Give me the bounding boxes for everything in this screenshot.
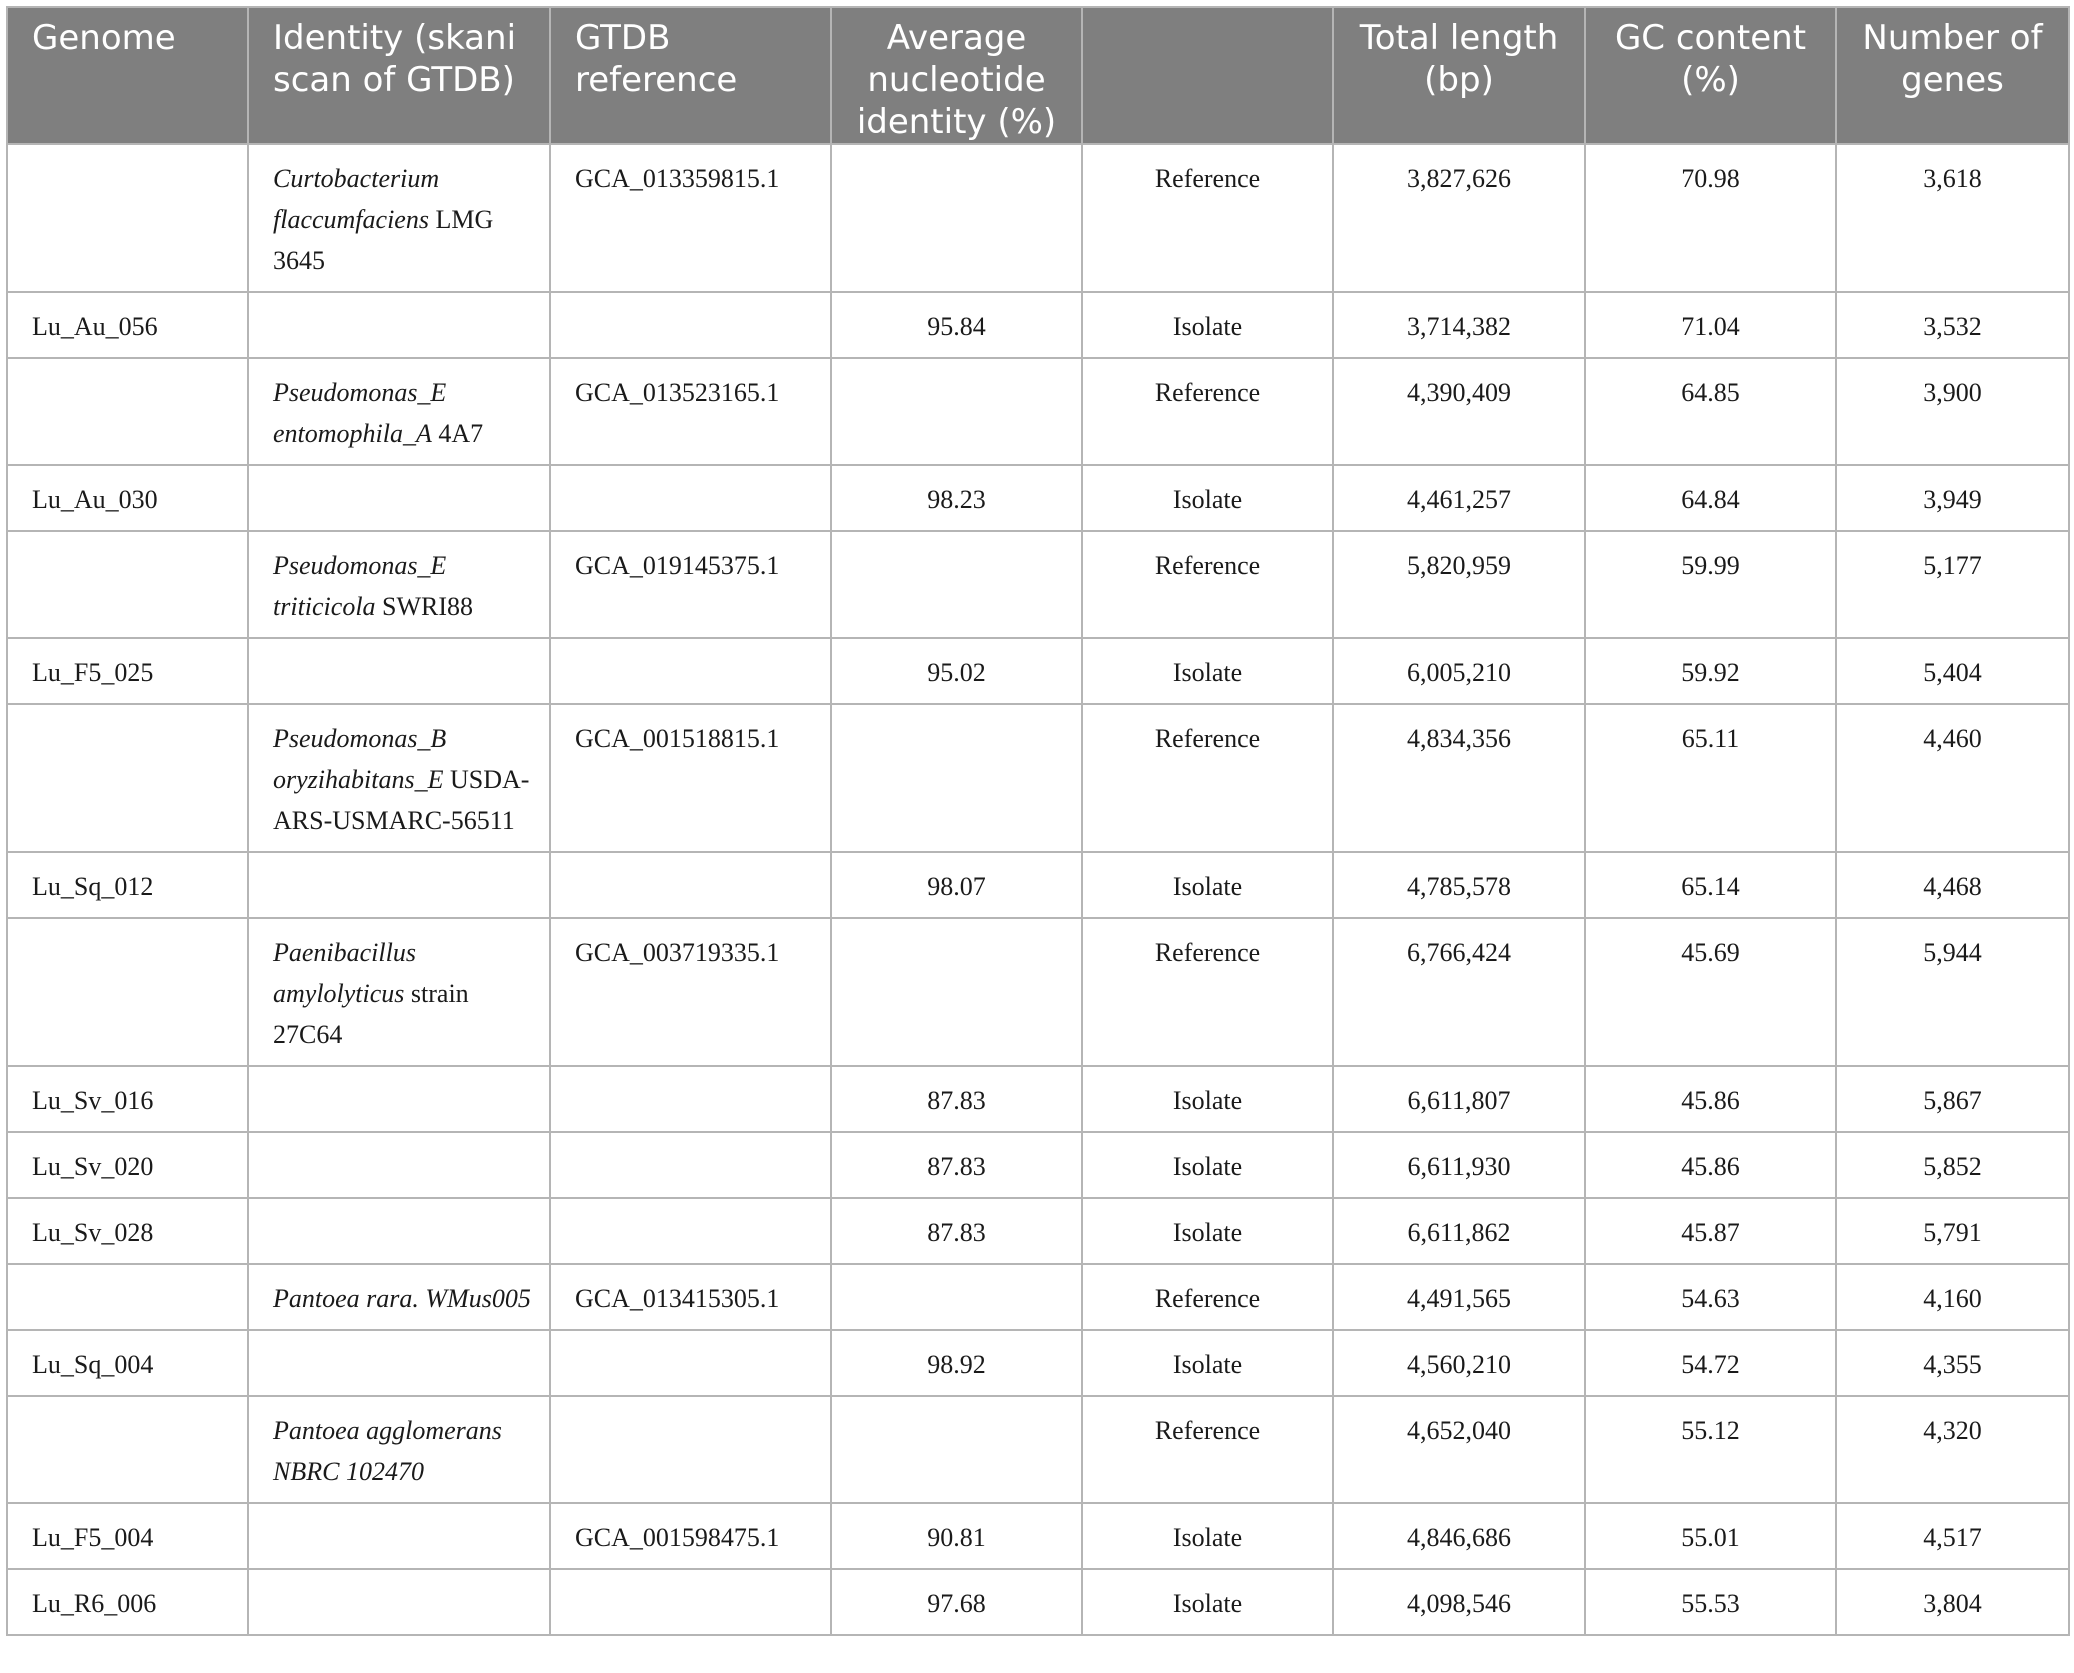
ani-cell: 97.68	[831, 1569, 1082, 1635]
table-body	[7, 144, 2069, 1635]
identity-cell	[248, 1132, 550, 1198]
total-length-cell: 3,827,626	[1333, 144, 1585, 292]
genome-type-cell: Reference	[1082, 358, 1333, 465]
gtdb-reference-cell	[550, 292, 831, 358]
gtdb-reference-cell	[550, 1132, 831, 1198]
table-row	[7, 1066, 2069, 1132]
number-of-genes-cell: 3,804	[1836, 1569, 2069, 1635]
ani-cell: 87.83	[831, 1132, 1082, 1198]
ani-cell	[831, 531, 1082, 638]
identity-cell	[248, 144, 550, 292]
table-row	[7, 358, 2069, 465]
gtdb-reference-cell	[550, 1066, 831, 1132]
gc-content-cell: 45.87	[1585, 1198, 1836, 1264]
total-length-cell: 4,846,686	[1333, 1503, 1585, 1569]
genome-type-cell: Reference	[1082, 1396, 1333, 1503]
identity-cell	[248, 1330, 550, 1396]
strain-name: 4A7	[431, 419, 484, 448]
gc-content-cell: 70.98	[1585, 144, 1836, 292]
gc-content-cell: 54.63	[1585, 1264, 1836, 1330]
total-length-cell: 4,390,409	[1333, 358, 1585, 465]
genome-cell: Lu_Sq_012	[7, 852, 248, 918]
number-of-genes-cell: 5,944	[1836, 918, 2069, 1066]
strain-name: SWRI88	[375, 592, 474, 621]
gc-content-cell: 45.69	[1585, 918, 1836, 1066]
table-row	[7, 918, 2069, 1066]
genome-cell: Lu_Au_056	[7, 292, 248, 358]
genome-type-cell: Isolate	[1082, 465, 1333, 531]
gtdb-reference-cell: GCA_001598475.1	[550, 1503, 831, 1569]
number-of-genes-cell: 4,320	[1836, 1396, 2069, 1503]
strain-name: LMG 3645	[273, 205, 494, 275]
identity-cell	[248, 704, 550, 852]
genome-type-cell: Isolate	[1082, 1066, 1333, 1132]
ani-cell	[831, 1396, 1082, 1503]
header-total-length: Total length (bp)	[1333, 7, 1585, 144]
total-length-cell: 5,820,959	[1333, 531, 1585, 638]
total-length-cell: 6,005,210	[1333, 638, 1585, 704]
ani-cell: 87.83	[831, 1198, 1082, 1264]
gtdb-reference-cell: GCA_013359815.1	[550, 144, 831, 292]
header-identity: Identity (skani scan of GTDB)	[248, 7, 550, 144]
number-of-genes-cell: 5,177	[1836, 531, 2069, 638]
gc-content-cell: 64.84	[1585, 465, 1836, 531]
number-of-genes-cell: 5,791	[1836, 1198, 2069, 1264]
genome-cell	[7, 531, 248, 638]
genome-cell	[7, 1396, 248, 1503]
header-genome-type	[1082, 7, 1333, 144]
ani-cell: 98.92	[831, 1330, 1082, 1396]
gtdb-reference-cell	[550, 638, 831, 704]
ani-cell	[831, 144, 1082, 292]
genome-type-cell: Isolate	[1082, 1569, 1333, 1635]
genome-cell	[7, 918, 248, 1066]
table-row	[7, 704, 2069, 852]
genome-type-cell: Isolate	[1082, 1330, 1333, 1396]
number-of-genes-cell: 4,460	[1836, 704, 2069, 852]
genome-cell: Lu_F5_025	[7, 638, 248, 704]
header-gc-content: GC content (%)	[1585, 7, 1836, 144]
identity-cell	[248, 358, 550, 465]
species-name: Pseudomonas_B oryzihabitans_E	[273, 724, 447, 794]
genome-type-cell: Isolate	[1082, 1503, 1333, 1569]
total-length-cell: 4,652,040	[1333, 1396, 1585, 1503]
ani-cell: 95.84	[831, 292, 1082, 358]
table-row	[7, 638, 2069, 704]
table-row	[7, 1503, 2069, 1569]
ani-cell: 98.23	[831, 465, 1082, 531]
gc-content-cell: 45.86	[1585, 1066, 1836, 1132]
gc-content-cell: 59.99	[1585, 531, 1836, 638]
genome-type-cell: Isolate	[1082, 852, 1333, 918]
number-of-genes-cell: 5,867	[1836, 1066, 2069, 1132]
identity-cell	[248, 1396, 550, 1503]
table-row	[7, 465, 2069, 531]
species-name: Curtobacterium flaccumfaciens	[273, 164, 440, 234]
ani-cell	[831, 358, 1082, 465]
number-of-genes-cell: 4,355	[1836, 1330, 2069, 1396]
genome-type-cell: Isolate	[1082, 292, 1333, 358]
number-of-genes-cell: 3,618	[1836, 144, 2069, 292]
genome-cell	[7, 358, 248, 465]
gtdb-reference-cell	[550, 1396, 831, 1503]
total-length-cell: 4,834,356	[1333, 704, 1585, 852]
genome-cell	[7, 144, 248, 292]
genome-type-cell: Reference	[1082, 531, 1333, 638]
identity-cell	[248, 1198, 550, 1264]
gtdb-reference-cell: GCA_019145375.1	[550, 531, 831, 638]
genome-type-cell: Isolate	[1082, 1198, 1333, 1264]
gtdb-reference-cell: GCA_001518815.1	[550, 704, 831, 852]
header-genome: Genome	[7, 7, 248, 144]
gtdb-reference-cell	[550, 852, 831, 918]
genome-type-cell: Isolate	[1082, 638, 1333, 704]
species-name: Paenibacillus amylolyticus	[273, 938, 416, 1008]
total-length-cell: 4,461,257	[1333, 465, 1585, 531]
total-length-cell: 4,785,578	[1333, 852, 1585, 918]
ani-cell	[831, 1264, 1082, 1330]
ani-cell: 95.02	[831, 638, 1082, 704]
identity-cell	[248, 852, 550, 918]
table-row	[7, 852, 2069, 918]
genome-cell: Lu_Sq_004	[7, 1330, 248, 1396]
table-row	[7, 1569, 2069, 1635]
number-of-genes-cell: 5,852	[1836, 1132, 2069, 1198]
total-length-cell: 4,098,546	[1333, 1569, 1585, 1635]
genome-type-cell: Reference	[1082, 704, 1333, 852]
gc-content-cell: 55.12	[1585, 1396, 1836, 1503]
number-of-genes-cell: 3,532	[1836, 292, 2069, 358]
genome-cell	[7, 1264, 248, 1330]
table-row	[7, 144, 2069, 292]
gc-content-cell: 65.11	[1585, 704, 1836, 852]
gc-content-cell: 55.53	[1585, 1569, 1836, 1635]
gc-content-cell: 54.72	[1585, 1330, 1836, 1396]
ani-cell: 98.07	[831, 852, 1082, 918]
genome-comparison-table	[6, 6, 2070, 1636]
species-name: Pseudomonas_E entomophila_A	[273, 378, 447, 448]
gtdb-reference-cell: GCA_003719335.1	[550, 918, 831, 1066]
ani-cell	[831, 918, 1082, 1066]
gtdb-reference-cell: GCA_013523165.1	[550, 358, 831, 465]
gc-content-cell: 45.86	[1585, 1132, 1836, 1198]
header-gtdb-reference: GTDB reference	[550, 7, 831, 144]
header-ani: Average nucleotide identity (%)	[831, 7, 1082, 144]
gc-content-cell: 55.01	[1585, 1503, 1836, 1569]
gc-content-cell: 71.04	[1585, 292, 1836, 358]
gtdb-reference-cell	[550, 465, 831, 531]
gtdb-reference-cell	[550, 1569, 831, 1635]
species-name: Pseudomonas_E triticicola	[273, 551, 447, 621]
genome-cell: Lu_Sv_020	[7, 1132, 248, 1198]
genome-cell: Lu_R6_006	[7, 1569, 248, 1635]
identity-cell	[248, 1066, 550, 1132]
species-name: Pantoea agglomerans NBRC 102470	[273, 1416, 502, 1486]
ani-cell: 90.81	[831, 1503, 1082, 1569]
species-name: Pantoea rara. WMus005	[273, 1284, 531, 1313]
genome-type-cell: Reference	[1082, 918, 1333, 1066]
header-row	[7, 7, 2069, 144]
gc-content-cell: 65.14	[1585, 852, 1836, 918]
identity-cell	[248, 465, 550, 531]
gc-content-cell: 59.92	[1585, 638, 1836, 704]
genome-type-cell: Reference	[1082, 1264, 1333, 1330]
number-of-genes-cell: 3,949	[1836, 465, 2069, 531]
genome-cell	[7, 704, 248, 852]
number-of-genes-cell: 4,160	[1836, 1264, 2069, 1330]
table-row	[7, 1330, 2069, 1396]
table-row	[7, 292, 2069, 358]
genome-type-cell: Isolate	[1082, 1132, 1333, 1198]
identity-cell	[248, 292, 550, 358]
total-length-cell: 4,560,210	[1333, 1330, 1585, 1396]
total-length-cell: 4,491,565	[1333, 1264, 1585, 1330]
header-number-of-genes: Number of genes	[1836, 7, 2069, 144]
table-row	[7, 531, 2069, 638]
gtdb-reference-cell: GCA_013415305.1	[550, 1264, 831, 1330]
genome-cell: Lu_Sv_016	[7, 1066, 248, 1132]
genome-cell: Lu_F5_004	[7, 1503, 248, 1569]
identity-cell	[248, 531, 550, 638]
identity-cell	[248, 1503, 550, 1569]
total-length-cell: 6,766,424	[1333, 918, 1585, 1066]
ani-cell	[831, 704, 1082, 852]
ani-cell: 87.83	[831, 1066, 1082, 1132]
total-length-cell: 6,611,862	[1333, 1198, 1585, 1264]
total-length-cell: 6,611,807	[1333, 1066, 1585, 1132]
identity-cell	[248, 1264, 550, 1330]
strain-name: USDA-ARS-USMARC-56511	[273, 765, 530, 835]
identity-cell	[248, 1569, 550, 1635]
total-length-cell: 6,611,930	[1333, 1132, 1585, 1198]
number-of-genes-cell: 4,517	[1836, 1503, 2069, 1569]
table-row	[7, 1198, 2069, 1264]
number-of-genes-cell: 4,468	[1836, 852, 2069, 918]
genome-cell: Lu_Sv_028	[7, 1198, 248, 1264]
gc-content-cell: 64.85	[1585, 358, 1836, 465]
genome-type-cell: Reference	[1082, 144, 1333, 292]
identity-cell	[248, 638, 550, 704]
genome-cell: Lu_Au_030	[7, 465, 248, 531]
number-of-genes-cell: 5,404	[1836, 638, 2069, 704]
number-of-genes-cell: 3,900	[1836, 358, 2069, 465]
total-length-cell: 3,714,382	[1333, 292, 1585, 358]
gtdb-reference-cell	[550, 1198, 831, 1264]
identity-cell	[248, 918, 550, 1066]
table-row	[7, 1132, 2069, 1198]
table-row	[7, 1396, 2069, 1503]
strain-name: strain 27C64	[273, 979, 469, 1049]
gtdb-reference-cell	[550, 1330, 831, 1396]
table-row	[7, 1264, 2069, 1330]
